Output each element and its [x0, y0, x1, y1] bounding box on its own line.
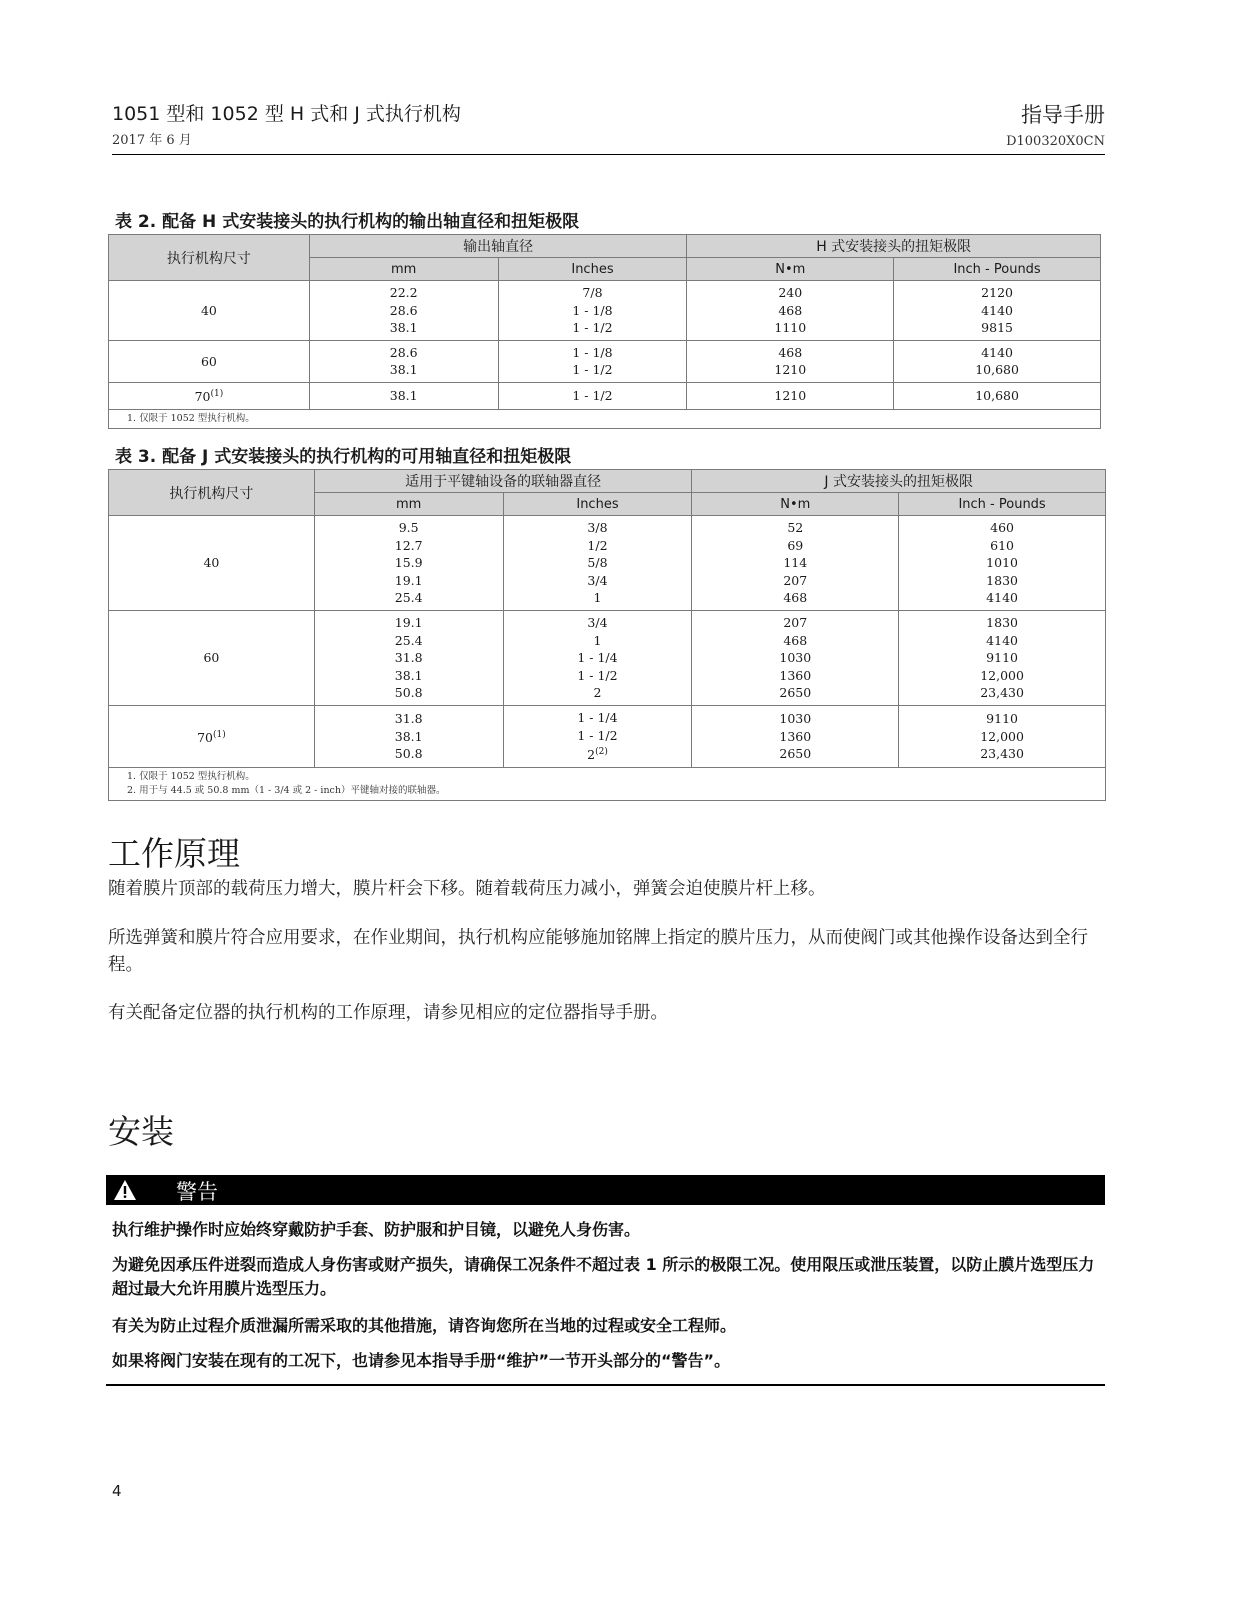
- footnote: 1. 仅限于 1052 型执行机构。: [127, 770, 255, 782]
- nm-cell: 1030 1360 2650: [692, 705, 899, 767]
- inch-pounds-cell: 9110 12,000 23,430: [899, 705, 1106, 767]
- table3-subheader-nm: N•m: [692, 493, 899, 516]
- installation-heading: 安装: [108, 1112, 174, 1151]
- actuator-size-cell: 60: [109, 610, 315, 705]
- table3-subheader-inch-pounds: Inch - Pounds: [899, 493, 1106, 516]
- nm-cell: 468 1210: [687, 340, 894, 382]
- mm-cell: 22.2 28.6 38.1: [309, 281, 498, 341]
- operation-paragraph-3: 有关配备定位器的执行机构的工作原理，请参见相应的定位器指导手册。: [108, 1003, 668, 1023]
- inches-cell: 3/8 1/2 5/8 3/4 1: [503, 516, 692, 611]
- operation-paragraph-2: 所选弹簧和膜片符合应用要求，在作业期间，执行机构应能够施加铭牌上指定的膜片压力，从而使阀门或其他操作设备达到全行程。: [108, 928, 1088, 975]
- warning-text-2: 为避免因承压件迸裂而造成人身伤害或财产损失，请确保工况条件不超过表 1 所示的极限工况。使用限压或泄压装置，以防止膜片选型压力超过最大允许用膜片选型压力。: [112, 1255, 1095, 1298]
- mm-cell: 19.1 25.4 31.8 38.1 50.8: [314, 610, 503, 705]
- nm-cell: 52 69 114 207 468: [692, 516, 899, 611]
- nm-cell: 207 468 1030 1360 2650: [692, 610, 899, 705]
- actuator-size-cell: 40: [109, 281, 310, 341]
- inches-cell: 1 - 1/4 1 - 1/2 2$^{(2)}$: [503, 705, 692, 767]
- table2: [108, 234, 1101, 429]
- table2-caption: 表 2. 配备 H 式安装接头的执行机构的输出轴直径和扭矩极限: [115, 212, 580, 232]
- mm-cell: 28.6 38.1: [309, 340, 498, 382]
- table3-body: [109, 516, 1106, 768]
- page-number: 4: [112, 1482, 122, 1500]
- table-row: [109, 610, 1106, 705]
- inch-pounds-cell: 4140 10,680: [894, 340, 1101, 382]
- warning-text-4: 如果将阀门安装在现有的工况下，也请参见本指导手册“维护”一节开头部分的“警告”。: [112, 1351, 731, 1370]
- actuator-size-cell: 60: [109, 340, 310, 382]
- table3-subheader-mm: mm: [314, 493, 503, 516]
- warning-bar: [106, 1175, 1105, 1205]
- mm-cell: 31.8 38.1 50.8: [314, 705, 503, 767]
- table3-header-size: 执行机构尺寸: [109, 470, 315, 516]
- table3-subheader-inches: Inches: [503, 493, 692, 516]
- table-row: [109, 281, 1101, 341]
- warning-triangle-icon: [112, 1177, 138, 1203]
- operation-paragraph-1: 随着膜片顶部的载荷压力增大，膜片杆会下移。随着载荷压力减小，弹簧会迫使膜片杆上移。: [108, 879, 826, 899]
- header-divider: [112, 154, 1105, 155]
- operation-heading: 工作原理: [108, 834, 240, 873]
- warning-text-1: 执行维护操作时应始终穿戴防护手套、防护服和护目镜，以避免人身伤害。: [112, 1220, 641, 1239]
- table2-subheader-inch-pounds: Inch - Pounds: [894, 258, 1101, 281]
- nm-cell: 1210: [687, 382, 894, 409]
- inch-pounds-cell: 2120 4140 9815: [894, 281, 1101, 341]
- footnote: 1. 仅限于 1052 型执行机构。: [127, 412, 255, 424]
- document-title: 1051 型和 1052 型 H 式和 J 式执行机构: [112, 103, 461, 125]
- table2-header-group2: H 式安装接头的扭矩极限: [687, 235, 1101, 258]
- inch-pounds-cell: 460 610 1010 1830 4140: [899, 516, 1106, 611]
- document-date: 2017 年 6 月: [112, 133, 192, 148]
- warning-end-divider: [106, 1384, 1105, 1386]
- actuator-size-cell: 40: [109, 516, 315, 611]
- mm-cell: 38.1: [309, 382, 498, 409]
- table3-notes: [109, 767, 1106, 800]
- inches-cell: 7/8 1 - 1/8 1 - 1/2: [498, 281, 687, 341]
- inches-cell: 3/4 1 1 - 1/4 1 - 1/2 2: [503, 610, 692, 705]
- table2-subheader-inches: Inches: [498, 258, 687, 281]
- table-footnotes: [109, 409, 1101, 428]
- table-row: [109, 705, 1106, 767]
- inches-cell: 1 - 1/2: [498, 382, 687, 409]
- table2-subheader-mm: mm: [309, 258, 498, 281]
- table-footnotes: [109, 767, 1106, 800]
- footnote: 2. 用于与 44.5 或 50.8 mm（1 - 3/4 或 2 - inch）平键轴对接的联轴器。: [127, 784, 446, 796]
- document-type: 指导手册: [1021, 103, 1105, 127]
- table-row: [109, 516, 1106, 611]
- table3-header-group2: J 式安装接头的扭矩极限: [692, 470, 1106, 493]
- inches-cell: 1 - 1/8 1 - 1/2: [498, 340, 687, 382]
- table3-caption: 表 3. 配备 J 式安装接头的执行机构的可用轴直径和扭矩极限: [115, 447, 572, 467]
- document-code: D100320X0CN: [1006, 134, 1105, 149]
- table2-body: [109, 281, 1101, 410]
- inch-pounds-cell: 1830 4140 9110 12,000 23,430: [899, 610, 1106, 705]
- inch-pounds-cell: 10,680: [894, 382, 1101, 409]
- table-row: [109, 382, 1101, 409]
- actuator-size-cell: 70$^{(1)}$: [109, 705, 315, 767]
- table2-notes: [109, 409, 1101, 428]
- warning-text-3: 有关为防止过程介质泄漏所需采取的其他措施，请咨询您所在当地的过程或安全工程师。: [112, 1316, 737, 1335]
- nm-cell: 240 468 1110: [687, 281, 894, 341]
- table2-header-size: 执行机构尺寸: [109, 235, 310, 281]
- table3-header-group1: 适用于平键轴设备的联轴器直径: [314, 470, 692, 493]
- table2-header-group1: 输出轴直径: [309, 235, 687, 258]
- actuator-size-cell: 70$^{(1)}$: [109, 382, 310, 409]
- table2-subheader-nm: N•m: [687, 258, 894, 281]
- table3: [108, 469, 1106, 801]
- warning-label: 警告: [176, 1180, 218, 1204]
- table-row: [109, 340, 1101, 382]
- mm-cell: 9.5 12.7 15.9 19.1 25.4: [314, 516, 503, 611]
